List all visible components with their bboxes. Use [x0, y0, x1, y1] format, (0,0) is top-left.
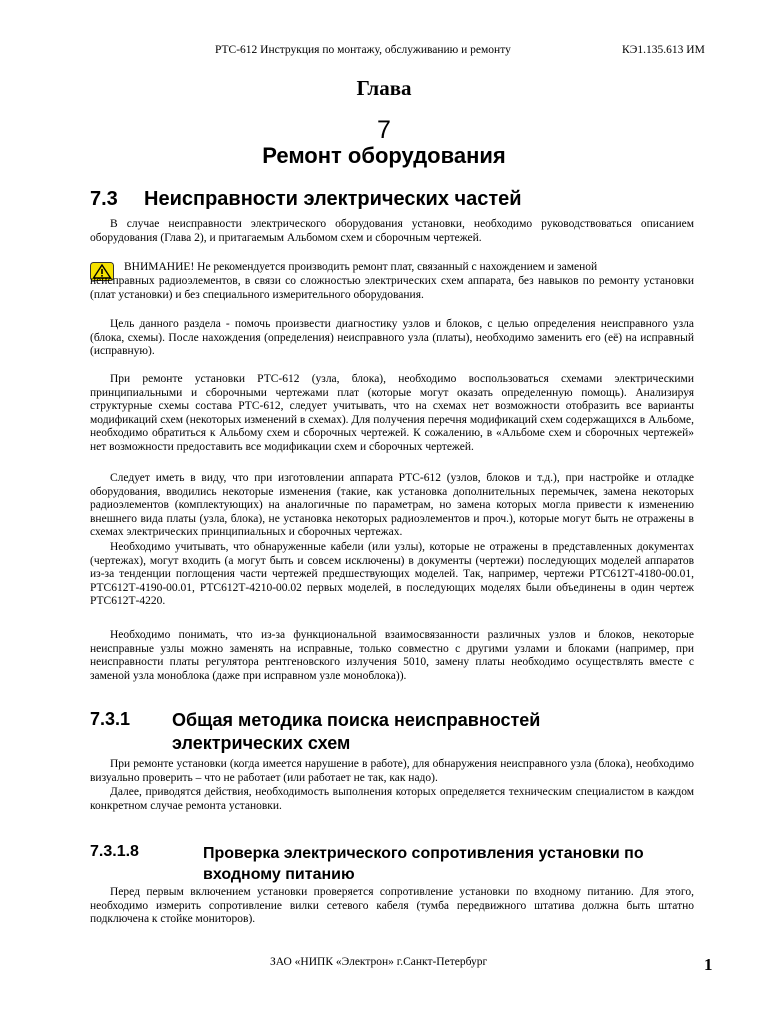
- subsubsection-title: Проверка электрического сопротивления установки по входному питанию: [203, 845, 644, 883]
- paragraph-resistance: Перед первым включением установки проверяется сопротивление установки по входному питанию. Для этого, необходимо измерить сопротивление вилки сетевого кабеля (тумба передвижного штатива должна быть штатно подключена к стойке мониторов).: [90, 886, 694, 925]
- paragraph-changes: Следует иметь в виду, что при изготовлении аппарата РТС-612 (узлов, блоков и т.д.), при настройке и отладке оборудования, вводились некоторые изменения (такие, как установка дополнительных перемычек, замена некоторых радиоэлементов (комплектующих) на аналогичные по параметрам, но замена которых могла привести к изменению внешнего вида платы (узла, блока), не установка некоторых радиоэлементов и проч.), которые могут быть не отражены в схемах электрических принципиальных и сборочных чертежах.: [90, 472, 694, 538]
- page-number: 1: [704, 955, 713, 974]
- paragraph-repair-check: При ремонте установки (когда имеется нарушение в работе), для обнаружения неисправного узла (блока), необходимо визуально проверить – что не работает (или работает не так, как надо).: [90, 758, 694, 784]
- subsubsection-number: 7.3.1.8: [90, 843, 139, 860]
- paragraph-purpose: Цель данного раздела - помочь произвести диагностику узлов и блоков, с целью определения неисправного узла (блока, схемы). После нахождения (определения) неисправного узла (платы), необходимо заменить его (её) на исправный (исправную).: [90, 318, 694, 357]
- section-title: Неисправности электрических частей: [144, 188, 522, 210]
- paragraph-schemes: При ремонте установки РТС-612 (узла, блока), необходимо воспользоваться схемами электрическими принципиальными и сборочными чертежами плат (которые могут оказать определенную помощь). Анализируя структурные схемы состава РТС-612, следует учитывать, что на схемах нет возможности отобразить все варианты модификаций схем (некоторых изменений в схемах). Для получения перечня модификаций схем содержащихся в Альбоме, необходимо обратиться к Альбому схем и сборочных чертежей. К сожалению, в «Альбоме схем и сборочных чертежей» нет возможности предоставить все модификации схем и сборочных чертежей.: [90, 373, 694, 453]
- chapter-title: Ремонт оборудования: [262, 143, 506, 168]
- section-number: 7.3: [90, 188, 118, 210]
- footer-company: ЗАО «НИПК «Электрон» г.Санкт-Петербург: [270, 956, 488, 968]
- subsection-title: Общая методика поиска неисправностей электрических схем: [172, 710, 541, 753]
- paragraph-cables: Необходимо учитывать, что обнаруженные кабели (или узлы), которые не отражены в представленных документах (чертежах), могут входить (а могут быть и совсем исключены) в документы (чертежи) последующих моделей аппаратов из-за тенденции поглощения части чертежей предшествующих моделей. Так, например, чертежи РТС612Т-4180-00.01, РТС612Т-4190-00.01, РТС612Т-4210-00.02 первых моделей, в последующих моделях были объединены в один чертеж РТС612Т-4220.: [90, 541, 694, 607]
- subsection-number: 7.3.1: [90, 709, 131, 729]
- chapter-number: 7: [377, 116, 391, 144]
- chapter-word: Глава: [356, 76, 412, 100]
- paragraph-intro: В случае неисправности электрического оборудования установки, необходимо руководствоваться описанием оборудования (Глава 2), и притагаемым Альбомом схем и сборочным чертежей.: [90, 218, 694, 244]
- paragraph-interdependence: Необходимо понимать, что из-за функциональной взаимосвязанности различных узлов и блоков, некоторые неисправные узлы можно заменять на исправные, только совместно с другими узлами и блоками (например, при неисправности платы регулятора рентгеновского излучения 5010, замену платы необходимо осуществлять вместе с заменой узла моноблока (даже при исправном узле моноблока)).: [90, 629, 694, 682]
- header-doc-title: РТС-612 Инструкция по монтажу, обслуживанию и ремонту: [215, 44, 511, 56]
- warning-first-line: ВНИМАНИЕ! Не рекомендуется производить ремонт плат, связанный с нахождением и заменой: [124, 261, 598, 273]
- warning-text: неисправных радиоэлементов, в связи со сложностью электрических схем аппарата, без навыков по ремонту установки (плат установки) и без специального измерительного оборудования.: [90, 275, 694, 301]
- section-heading: [90, 188, 522, 211]
- paragraph-actions: Далее, приводятся действия, необходимость выполнения которых определяется техническим специалистом в каждом конкретном случае ремонта установки.: [90, 786, 694, 812]
- header-doc-code: КЭ1.135.613 ИМ: [622, 44, 705, 56]
